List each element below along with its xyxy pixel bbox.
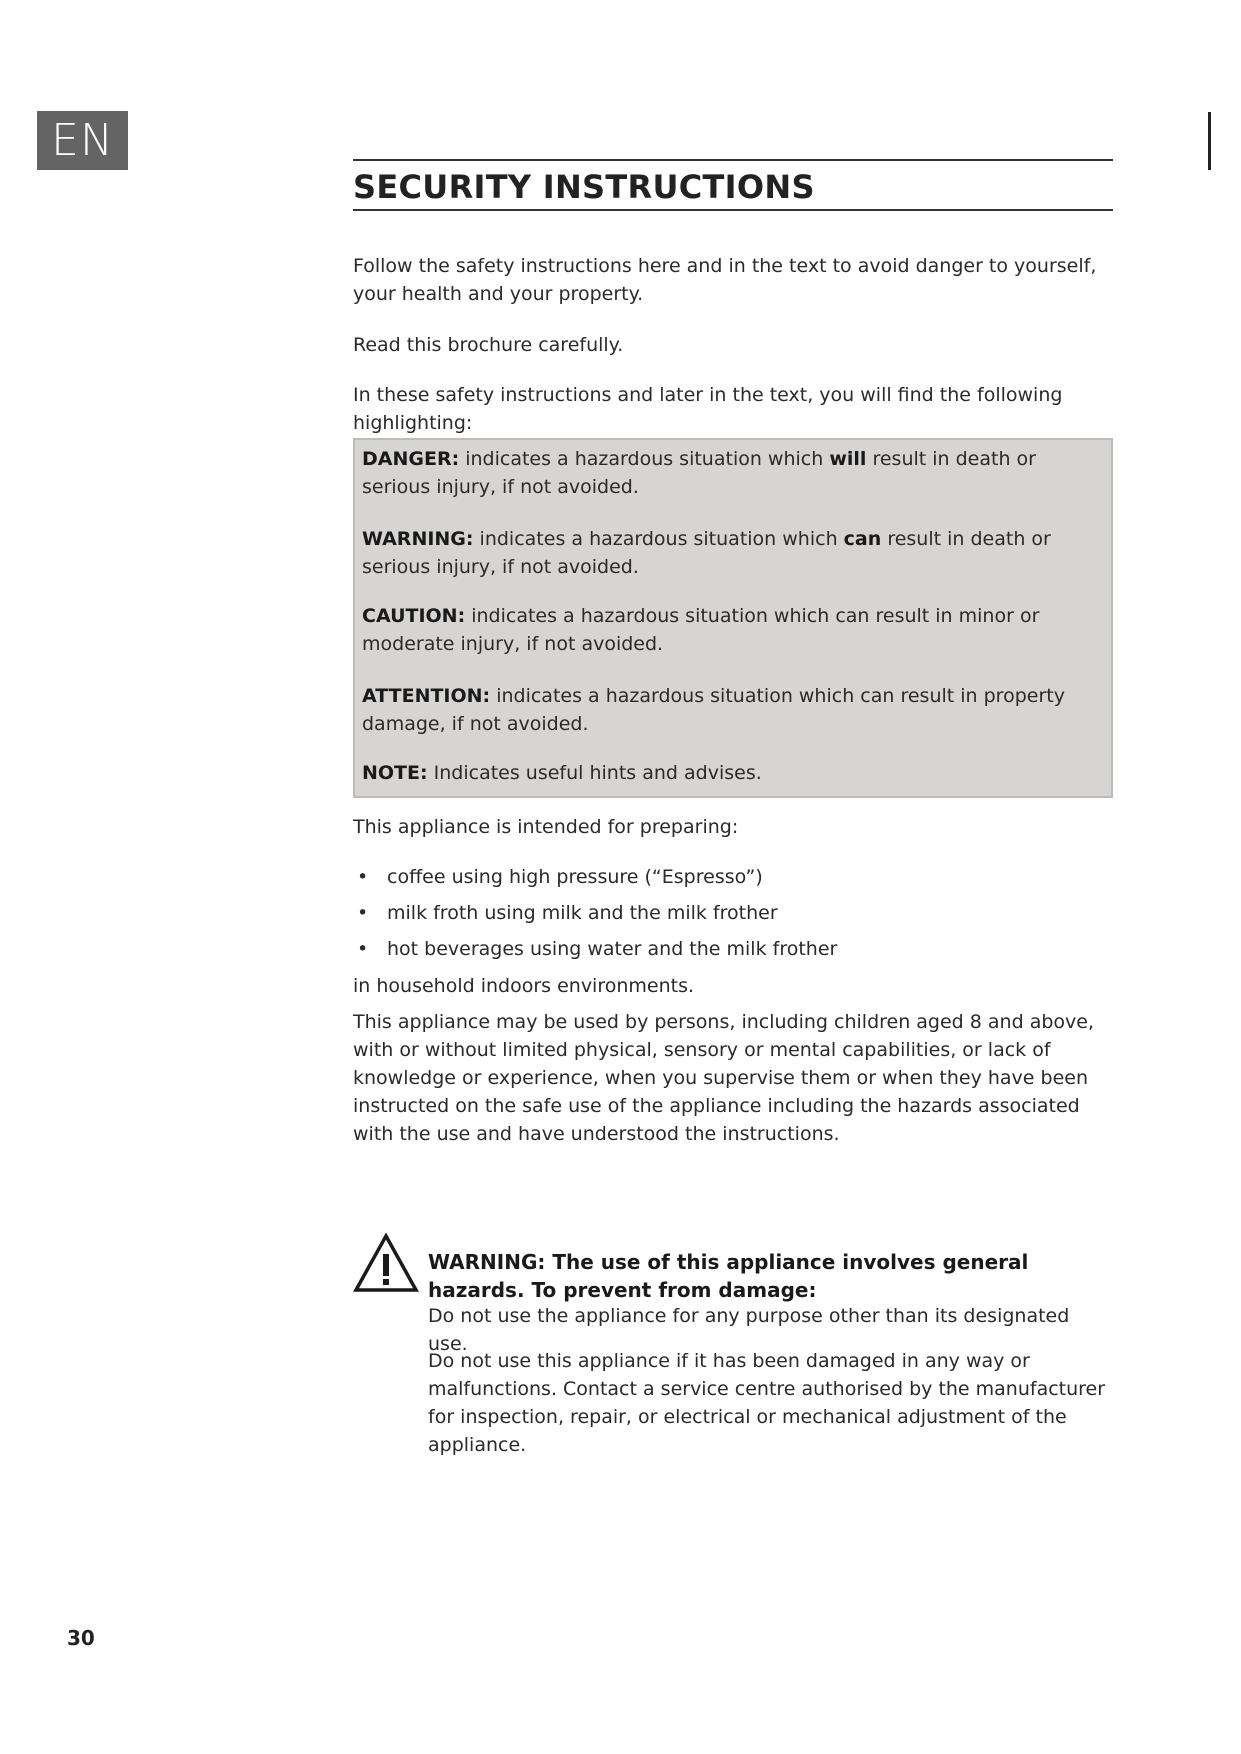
list-item: • hot beverages using water and the milk frother xyxy=(357,938,838,960)
list-item: • milk froth using milk and the milk frother xyxy=(357,902,778,924)
page-number: 30 xyxy=(67,1626,95,1650)
list-item: • coffee using high pressure (“Espresso”) xyxy=(357,866,763,888)
intended-use-tail: in household indoors environments. xyxy=(353,975,695,997)
danger-label: DANGER: xyxy=(362,448,460,470)
warning-paragraph: Do not use this appliance if it has been damaged in any way or malfunctions. Contact a service centre authorised by the manufacturer for inspection, repair, or electrical or mechanical adjustment of the appliance. xyxy=(428,1350,1106,1456)
note-label: NOTE: xyxy=(362,762,428,784)
highlighting-intro-paragraph: In these safety instructions and later in the text, you will find the following highlighting: xyxy=(353,384,1063,434)
warning-definition: WARNING: indicates a hazardous situation which can result in death or serious injury, if not avoided. xyxy=(362,528,1051,578)
warning-label: WARNING: xyxy=(362,528,474,550)
caution-definition: CAUTION: indicates a hazardous situation which can result in minor or moderate injury, if not avoided. xyxy=(362,605,1040,655)
attention-definition: ATTENTION: indicates a hazardous situation which can result in property damage, if not avoided. xyxy=(362,685,1065,735)
note-definition: NOTE: Indicates useful hints and advises. xyxy=(362,762,762,784)
persons-paragraph: This appliance may be used by persons, including children aged 8 and above, with or without limited physical, sensory or mental capabilities, or lack of knowledge or experience, when you supervise them or when they have been instructed on the safe use of the appliance including the hazards associated with the use and have understood the instructions. xyxy=(353,1011,1094,1145)
margin-mark xyxy=(1208,112,1211,170)
title-rule-bottom xyxy=(353,209,1113,211)
general-warning-title: WARNING: The use of this appliance involves general hazards. To prevent from damage: xyxy=(428,1250,1029,1302)
warning-triangle-icon xyxy=(353,1232,419,1294)
danger-definition: DANGER: indicates a hazardous situation which will result in death or serious injury, if not avoided. xyxy=(362,448,1036,498)
attention-label: ATTENTION: xyxy=(362,685,491,707)
intended-use-lead: This appliance is intended for preparing: xyxy=(353,816,739,838)
warning-paragraph: Do not use the appliance for any purpose other than its designated use. xyxy=(428,1305,1070,1355)
highlighting-legend-box xyxy=(353,438,1113,798)
caution-label: CAUTION: xyxy=(362,605,466,627)
read-brochure-paragraph: Read this brochure carefully. xyxy=(353,334,624,356)
page-title: SECURITY INSTRUCTIONS xyxy=(353,168,815,206)
intro-paragraph: Follow the safety instructions here and in the text to avoid danger to yourself, your health and your property. xyxy=(353,255,1097,305)
language-tab: EN xyxy=(37,111,128,170)
title-rule-top xyxy=(353,159,1113,161)
